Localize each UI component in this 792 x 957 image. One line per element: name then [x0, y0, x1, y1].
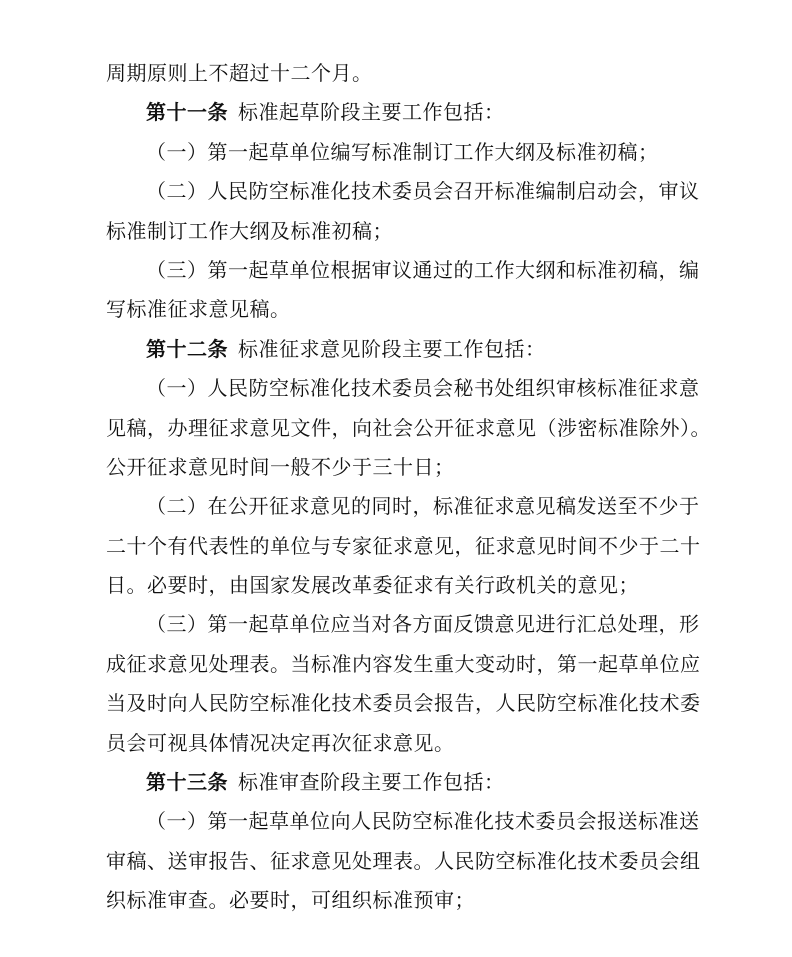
text-line: 标准制订工作大纲及标准初稿； [106, 218, 393, 243]
text-line: 二十个有代表性的单位与专家征求意见，征求意见时间不少于二十 [106, 533, 701, 558]
text-line: 周期原则上不超过十二个月。 [106, 61, 373, 85]
article-heading: 第十三条 [146, 770, 228, 795]
document-page [106, 54, 711, 921]
text-line: 员会可视具体情况决定再次征求意见。 [106, 730, 455, 755]
text-line: （一）第一起草单位编写标准制订工作大纲及标准初稿； [146, 139, 659, 164]
article-text: 标准审查阶段主要工作包括： [238, 770, 505, 795]
article-11-line [106, 93, 688, 132]
article-heading: 第十一条 [146, 100, 228, 125]
text-line: 公开征求意见时间一般不少于三十日； [106, 454, 455, 479]
text-line: 成征求意见处理表。当标准内容发生重大变动时，第一起草单位应 [106, 651, 701, 676]
article-12-line [106, 330, 688, 369]
text-line: 日。必要时，由国家发展改革委征求有关行政机关的意见； [106, 573, 639, 598]
article-text: 标准征求意见阶段主要工作包括： [238, 336, 546, 361]
text-line: （三）第一起草单位应当对各方面反馈意见进行汇总处理，形 [146, 612, 700, 637]
text-line: 当及时向人民防空标准化技术委员会报告，人民防空标准化技术委 [106, 691, 701, 716]
text-line: （三）第一起草单位根据审议通过的工作大纲和标准初稿，编 [146, 257, 700, 282]
article-13-line [106, 763, 688, 802]
text-line: 织标准审查。必要时，可组织标准预审； [106, 888, 475, 913]
article-heading: 第十二条 [146, 336, 228, 361]
text-line: （一）人民防空标准化技术委员会秘书处组织审核标准征求意 [146, 376, 700, 401]
text-line: 审稿、送审报告、征求意见处理表。人民防空标准化技术委员会组 [106, 848, 701, 873]
article-text: 标准起草阶段主要工作包括： [238, 100, 505, 125]
text-line: （二）在公开征求意见的同时，标准征求意见稿发送至不少于 [146, 494, 700, 519]
text-line: （二）人民防空标准化技术委员会召开标准编制启动会，审议 [146, 179, 700, 204]
text-line: 写标准征求意见稿。 [106, 297, 291, 322]
text-line: 见稿，办理征求意见文件，向社会公开征求意见（涉密标准除外）。 [106, 415, 711, 440]
text-line: （一）第一起草单位向人民防空标准化技术委员会报送标准送 [146, 809, 700, 834]
